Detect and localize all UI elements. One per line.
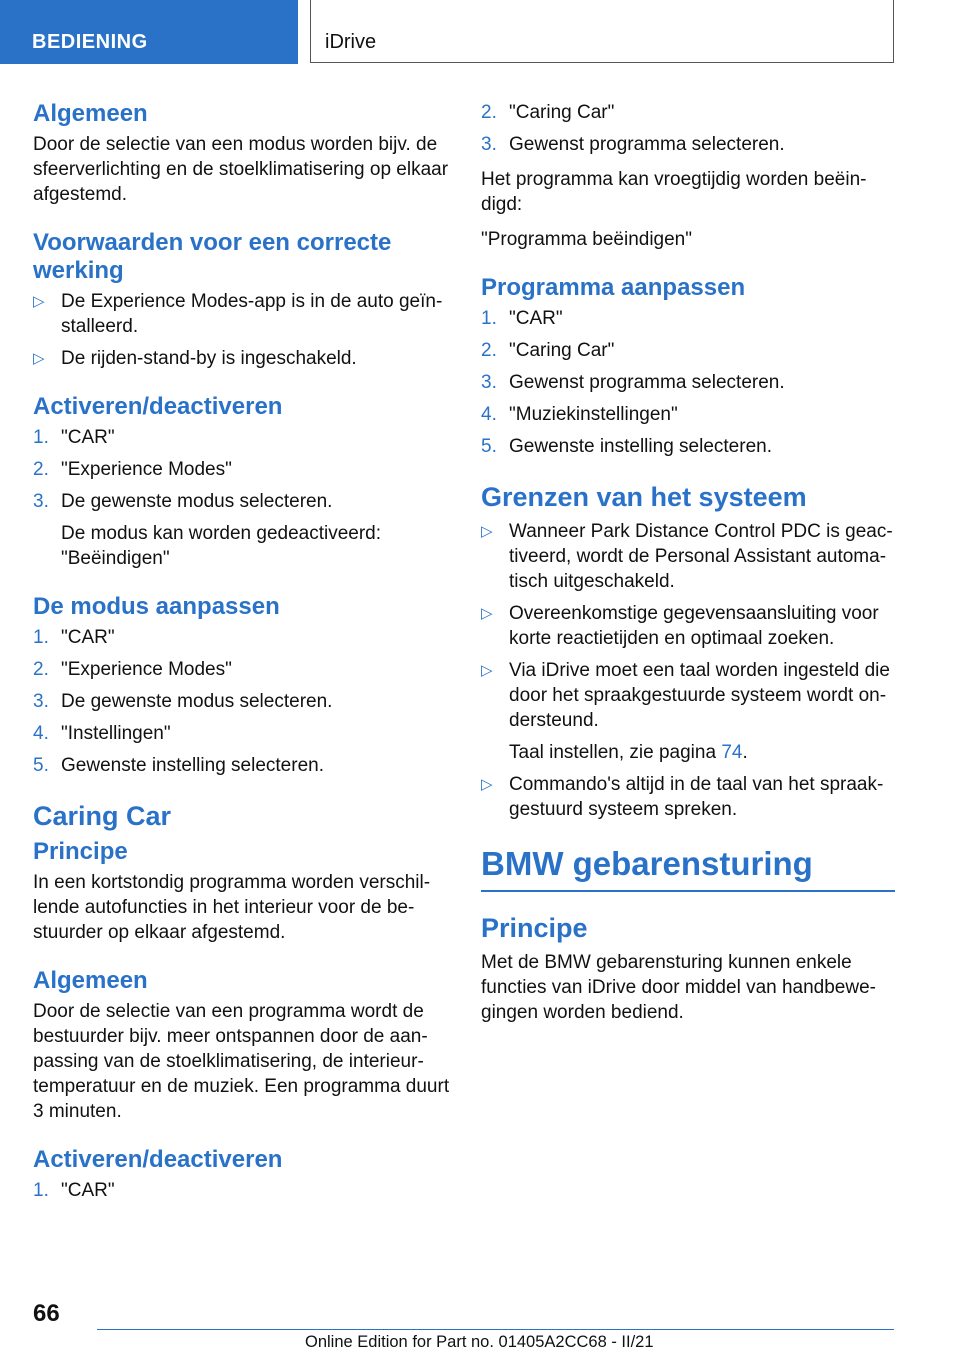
left-column [33, 100, 451, 1225]
heading-modus-aanpassen: De modus aanpassen [33, 593, 280, 620]
steps-modus-aanpassen [33, 625, 451, 778]
paragraph-principe-2: Met de BMW gebarensturing kunnen enkele functies van iDrive door middel van handbewegingen worden bediend. [481, 952, 876, 1023]
footer-divider [97, 1329, 894, 1330]
list-item: ▷ Commando's altijd in de taal van het spraakgestuurd systeem spreken. [481, 774, 884, 820]
step-item: 3. Gewenst programma selecteren. [481, 372, 785, 393]
step-item: 2. "Caring Car" [481, 340, 615, 361]
step-item: 4. "Muziekinstellingen" [481, 404, 678, 425]
paragraph-beeindigen: Het programma kan vroegtijdig worden beëindigd: [481, 169, 867, 215]
step-note: De modus kan worden gedeactiveerd: "Beëindigen" [61, 523, 382, 569]
heading-gebarensturing: BMW gebarensturing [481, 844, 895, 892]
list-voorwaarden [33, 289, 451, 371]
page-link[interactable]: 74 [721, 742, 743, 763]
cross-reference: Taal instellen, zie pagina 74. [509, 742, 748, 763]
page-number: 66 [33, 1300, 60, 1327]
step-item: 5. Gewenste instelling selecteren. [481, 436, 772, 457]
step-item: 1. "CAR" [33, 627, 115, 648]
heading-caring-car: Caring Car [33, 801, 172, 831]
step-item: 2. "Experience Modes" [33, 459, 232, 480]
paragraph-programma-beeindigen: "Programma beëindigen" [481, 229, 692, 250]
right-column [481, 100, 895, 1047]
chapter-title: iDrive [325, 31, 377, 53]
list-grenzen [481, 519, 895, 822]
heading-algemeen: Algemeen [33, 100, 148, 127]
step-item: 2. "Experience Modes" [33, 659, 232, 680]
step-item: 1. "CAR" [33, 1180, 115, 1201]
steps-activeren-2 [33, 1178, 451, 1203]
list-item: ▷ Via iDrive moet een taal worden ingesteld die door het spraakgestuurde systeem wordt ondersteund. Taal instellen, zie pagina 74. [481, 658, 895, 765]
bullet-triangle-icon: ▷ [481, 605, 493, 622]
bullet-triangle-icon: ▷ [33, 350, 45, 367]
bullet-triangle-icon: ▷ [481, 662, 493, 679]
heading-activeren: Activeren/deactiveren [33, 393, 283, 420]
steps-programma-aanpassen [481, 306, 895, 459]
heading-programma-aanpassen: Programma aanpassen [481, 274, 746, 301]
list-item: ▷ De Experience Modes-app is in de auto geïnstalleerd. [33, 291, 443, 337]
bullet-triangle-icon: ▷ [481, 776, 493, 793]
chapter-header [310, 0, 894, 63]
footer-edition: Online Edition for Part no. 01405A2CC68 - II/21 [305, 1333, 654, 1351]
section-tab [0, 0, 298, 64]
heading-activeren-2: Activeren/deactiveren [33, 1146, 283, 1173]
paragraph-principe: In een kortstondig programma worden verschillende autofuncties in het interieur voor de bestuurder op elkaar afgestemd. [33, 872, 431, 943]
step-item: 1. "CAR" [481, 308, 563, 329]
list-item: ▷ Wanneer Park Distance Control PDC is geactiveerd, wordt de Personal Assistant automatisch uitgeschakeld. [481, 521, 893, 592]
heading-algemeen-2: Algemeen [33, 967, 148, 994]
list-item: ▷ Overeenkomstige gegevensaansluiting voor korte reactietijden en optimaal zoeken. [481, 603, 879, 649]
heading-principe-2: Principe [481, 913, 588, 943]
step-item: 3. Gewenst programma selecteren. [481, 134, 785, 155]
step-item: 3. De gewenste modus selecteren. [33, 691, 333, 712]
list-item: ▷ De rijden-stand-by is ingeschakeld. [33, 348, 357, 369]
heading-voorwaarden: Voorwaarden voor een correcte werking [33, 229, 392, 284]
steps-activeren-2-cont [481, 100, 895, 157]
section-title: BEDIENING [32, 31, 148, 53]
bullet-triangle-icon: ▷ [481, 523, 493, 540]
paragraph-algemeen-2: Door de selectie van een programma wordt de bestuurder bijv. meer ontspannen door de aanpassing van de stoelklimatisering, de interieurtemperatuur en de muziek. Een programma duurt 3 minuten. [33, 1001, 450, 1122]
steps-activeren [33, 425, 451, 571]
step-item: 3. De gewenste modus selecteren. De modus kan worden gedeactiveerd: "Beëindigen" [33, 489, 451, 571]
step-item: 5. Gewenste instelling selecteren. [33, 755, 324, 776]
heading-grenzen: Grenzen van het systeem [481, 482, 807, 512]
paragraph-algemeen: Door de selectie van een modus worden bijv. de sfeerverlichting en de stoelklimatisering op elkaar afgestemd. [33, 134, 449, 205]
step-item: 1. "CAR" [33, 427, 115, 448]
bullet-triangle-icon: ▷ [33, 293, 45, 310]
step-item: 2. "Caring Car" [481, 102, 615, 123]
step-item: 4. "Instellingen" [33, 723, 171, 744]
heading-principe: Principe [33, 838, 128, 865]
